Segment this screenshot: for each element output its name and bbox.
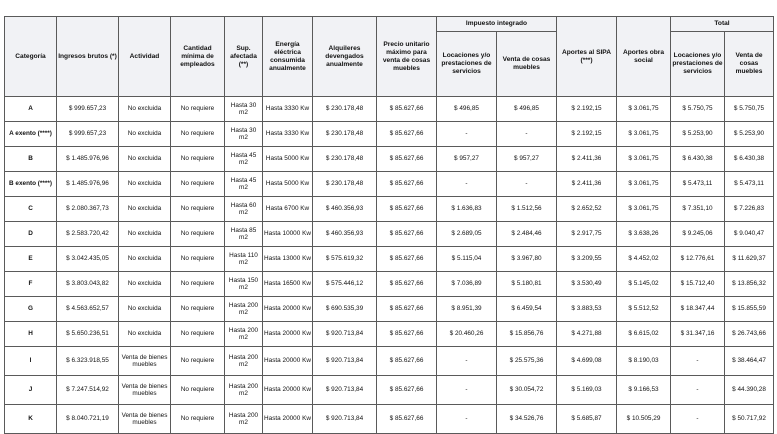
cell-total-venta: $ 11.629,37 [725, 247, 774, 272]
cell-actividad: Venta de bienes muebles [119, 405, 171, 434]
cell-impuesto-venta: - [497, 172, 557, 197]
cell-impuesto-venta: $ 5.180,81 [497, 272, 557, 297]
cell-aportes-sipa: $ 4.699,08 [557, 347, 617, 376]
cell-total-locaciones: $ 5.750,75 [671, 97, 725, 122]
table-row [5, 97, 774, 122]
cell-actividad: No excluida [119, 247, 171, 272]
cell-energia: Hasta 20000 Kw [263, 405, 313, 434]
table-row [5, 147, 774, 172]
cell-empleados: No requiere [171, 97, 225, 122]
cell-precio-unitario: $ 85.627,66 [377, 122, 437, 147]
cell-impuesto-locaciones: $ 496,85 [437, 97, 497, 122]
table-row [5, 322, 774, 347]
cell-aportes-obra-social: $ 8.190,03 [617, 347, 671, 376]
cell-energia: Hasta 20000 Kw [263, 297, 313, 322]
cell-superficie: Hasta 45 m2 [225, 147, 263, 172]
cell-alquileres: $ 230.178,48 [313, 147, 377, 172]
cell-precio-unitario: $ 85.627,66 [377, 297, 437, 322]
cell-impuesto-venta: $ 6.459,54 [497, 297, 557, 322]
cell-alquileres: $ 920.713,84 [313, 322, 377, 347]
cell-ingresos: $ 2.080.367,73 [57, 197, 119, 222]
header-total: Total [671, 17, 774, 32]
header-superficie: Sup. afectada (**) [225, 17, 263, 97]
cell-aportes-obra-social: $ 3.061,75 [617, 147, 671, 172]
cell-precio-unitario: $ 85.627,66 [377, 97, 437, 122]
cell-ingresos: $ 999.657,23 [57, 122, 119, 147]
cell-impuesto-locaciones: - [437, 122, 497, 147]
cell-superficie: Hasta 200 m2 [225, 376, 263, 405]
cell-aportes-obra-social: $ 4.452,02 [617, 247, 671, 272]
table-row [5, 376, 774, 405]
cell-energia: Hasta 5000 Kw [263, 172, 313, 197]
cell-actividad: No excluida [119, 272, 171, 297]
cell-impuesto-locaciones: - [437, 172, 497, 197]
cell-precio-unitario: $ 85.627,66 [377, 197, 437, 222]
cell-superficie: Hasta 200 m2 [225, 297, 263, 322]
monotributo-categories-table [4, 16, 774, 434]
cell-empleados: No requiere [171, 247, 225, 272]
cell-total-venta: $ 5.750,75 [725, 97, 774, 122]
cell-ingresos: $ 1.485.976,96 [57, 172, 119, 197]
cell-precio-unitario: $ 85.627,66 [377, 222, 437, 247]
cell-alquileres: $ 920.713,84 [313, 376, 377, 405]
cell-actividad: No excluida [119, 197, 171, 222]
cell-superficie: Hasta 85 m2 [225, 222, 263, 247]
header-energia: Energía eléctrica consumida anualmente [263, 17, 313, 97]
cell-aportes-sipa: $ 2.917,75 [557, 222, 617, 247]
cell-actividad: Venta de bienes muebles [119, 347, 171, 376]
cell-impuesto-locaciones: $ 7.036,89 [437, 272, 497, 297]
cell-empleados: No requiere [171, 222, 225, 247]
cell-aportes-obra-social: $ 6.615,02 [617, 322, 671, 347]
cell-alquileres: $ 230.178,48 [313, 172, 377, 197]
cell-impuesto-locaciones: $ 2.689,05 [437, 222, 497, 247]
cell-total-venta: $ 50.717,92 [725, 405, 774, 434]
cell-alquileres: $ 690.535,39 [313, 297, 377, 322]
cell-categoria: B [5, 147, 57, 172]
cell-ingresos: $ 3.803.043,82 [57, 272, 119, 297]
cell-alquileres: $ 460.356,93 [313, 222, 377, 247]
cell-categoria: B exento (****) [5, 172, 57, 197]
cell-empleados: No requiere [171, 172, 225, 197]
cell-precio-unitario: $ 85.627,66 [377, 247, 437, 272]
cell-energia: Hasta 16500 Kw [263, 272, 313, 297]
cell-alquileres: $ 575.619,32 [313, 247, 377, 272]
cell-total-venta: $ 7.226,83 [725, 197, 774, 222]
cell-actividad: No excluida [119, 172, 171, 197]
cell-superficie: Hasta 200 m2 [225, 405, 263, 434]
header-ingresos: Ingresos brutos (*) [57, 17, 119, 97]
cell-aportes-obra-social: $ 5.145,02 [617, 272, 671, 297]
cell-ingresos: $ 6.323.918,55 [57, 347, 119, 376]
header-impuesto-locaciones: Locaciones y/o prestaciones de servicios [437, 32, 497, 97]
cell-impuesto-locaciones: - [437, 376, 497, 405]
cell-total-venta: $ 44.390,28 [725, 376, 774, 405]
cell-actividad: No excluida [119, 97, 171, 122]
cell-superficie: Hasta 200 m2 [225, 347, 263, 376]
cell-aportes-obra-social: $ 3.061,75 [617, 97, 671, 122]
header-total-venta: Venta de cosas muebles [725, 32, 774, 97]
cell-ingresos: $ 2.583.720,42 [57, 222, 119, 247]
table-row [5, 172, 774, 197]
cell-energia: Hasta 20000 Kw [263, 347, 313, 376]
cell-superficie: Hasta 45 m2 [225, 172, 263, 197]
header-actividad: Actividad [119, 17, 171, 97]
cell-ingresos: $ 7.247.514,92 [57, 376, 119, 405]
cell-impuesto-locaciones: $ 8.951,39 [437, 297, 497, 322]
cell-aportes-sipa: $ 4.271,88 [557, 322, 617, 347]
cell-total-locaciones: $ 7.351,10 [671, 197, 725, 222]
cell-impuesto-venta: $ 496,85 [497, 97, 557, 122]
cell-ingresos: $ 3.042.435,05 [57, 247, 119, 272]
cell-aportes-sipa: $ 2.192,15 [557, 97, 617, 122]
cell-alquileres: $ 920.713,84 [313, 405, 377, 434]
cell-aportes-sipa: $ 5.169,03 [557, 376, 617, 405]
cell-total-locaciones: - [671, 347, 725, 376]
table-row [5, 405, 774, 434]
cell-precio-unitario: $ 85.627,66 [377, 172, 437, 197]
cell-energia: Hasta 3330 Kw [263, 97, 313, 122]
header-empleados: Cantidad mínima de empleados [171, 17, 225, 97]
cell-alquileres: $ 230.178,48 [313, 97, 377, 122]
cell-total-venta: $ 38.464,47 [725, 347, 774, 376]
cell-empleados: No requiere [171, 347, 225, 376]
cell-aportes-obra-social: $ 5.512,52 [617, 297, 671, 322]
cell-categoria: A exento (****) [5, 122, 57, 147]
cell-aportes-sipa: $ 2.411,36 [557, 172, 617, 197]
cell-total-venta: $ 5.253,90 [725, 122, 774, 147]
cell-superficie: Hasta 150 m2 [225, 272, 263, 297]
cell-alquileres: $ 575.446,12 [313, 272, 377, 297]
cell-superficie: Hasta 200 m2 [225, 322, 263, 347]
header-precio-unitario: Precio unitario máximo para venta de cosas muebles [377, 17, 437, 97]
cell-precio-unitario: $ 85.627,66 [377, 376, 437, 405]
cell-actividad: Venta de bienes muebles [119, 376, 171, 405]
cell-total-venta: $ 5.473,11 [725, 172, 774, 197]
cell-precio-unitario: $ 85.627,66 [377, 405, 437, 434]
cell-ingresos: $ 5.650.236,51 [57, 322, 119, 347]
cell-impuesto-locaciones: - [437, 405, 497, 434]
cell-impuesto-locaciones: - [437, 347, 497, 376]
cell-ingresos: $ 999.657,23 [57, 97, 119, 122]
cell-categoria: I [5, 347, 57, 376]
cell-energia: Hasta 20000 Kw [263, 376, 313, 405]
cell-total-locaciones: $ 6.430,38 [671, 147, 725, 172]
cell-total-locaciones: - [671, 405, 725, 434]
cell-total-locaciones: $ 5.253,90 [671, 122, 725, 147]
cell-empleados: No requiere [171, 297, 225, 322]
cell-empleados: No requiere [171, 405, 225, 434]
cell-energia: Hasta 3330 Kw [263, 122, 313, 147]
cell-aportes-sipa: $ 3.209,55 [557, 247, 617, 272]
cell-total-locaciones: $ 18.347,44 [671, 297, 725, 322]
cell-impuesto-venta: $ 1.512,56 [497, 197, 557, 222]
cell-superficie: Hasta 60 m2 [225, 197, 263, 222]
cell-aportes-sipa: $ 3.530,49 [557, 272, 617, 297]
header-impuesto-venta: Venta de cosas muebles [497, 32, 557, 97]
header-aportes-sipa: Aportes al SIPA (***) [557, 17, 617, 97]
cell-impuesto-venta: - [497, 122, 557, 147]
cell-superficie: Hasta 30 m2 [225, 97, 263, 122]
cell-empleados: No requiere [171, 197, 225, 222]
cell-aportes-obra-social: $ 3.061,75 [617, 172, 671, 197]
cell-empleados: No requiere [171, 272, 225, 297]
cell-total-locaciones: $ 31.347,16 [671, 322, 725, 347]
cell-ingresos: $ 1.485.976,96 [57, 147, 119, 172]
cell-total-locaciones: $ 12.776,61 [671, 247, 725, 272]
cell-actividad: No excluida [119, 122, 171, 147]
cell-aportes-sipa: $ 2.192,15 [557, 122, 617, 147]
cell-precio-unitario: $ 85.627,66 [377, 322, 437, 347]
cell-categoria: K [5, 405, 57, 434]
table-row [5, 247, 774, 272]
cell-total-venta: $ 26.743,66 [725, 322, 774, 347]
cell-actividad: No excluida [119, 322, 171, 347]
cell-categoria: E [5, 247, 57, 272]
cell-empleados: No requiere [171, 147, 225, 172]
cell-aportes-obra-social: $ 9.166,53 [617, 376, 671, 405]
cell-categoria: J [5, 376, 57, 405]
cell-alquileres: $ 460.356,93 [313, 197, 377, 222]
cell-aportes-obra-social: $ 10.505,29 [617, 405, 671, 434]
cell-precio-unitario: $ 85.627,66 [377, 272, 437, 297]
cell-impuesto-venta: $ 3.967,80 [497, 247, 557, 272]
header-categoria: Categoría [5, 17, 57, 97]
cell-energia: Hasta 20000 Kw [263, 322, 313, 347]
cell-total-locaciones: $ 9.245,06 [671, 222, 725, 247]
cell-categoria: C [5, 197, 57, 222]
cell-total-venta: $ 13.856,32 [725, 272, 774, 297]
table-body [5, 97, 774, 434]
cell-empleados: No requiere [171, 322, 225, 347]
cell-total-locaciones: $ 15.712,40 [671, 272, 725, 297]
header-impuesto-integrado: Impuesto integrado [437, 17, 557, 32]
cell-aportes-sipa: $ 2.652,52 [557, 197, 617, 222]
table-row [5, 222, 774, 247]
cell-ingresos: $ 8.040.721,19 [57, 405, 119, 434]
header-aportes-obra-social: Aportes obra social [617, 17, 671, 97]
cell-energia: Hasta 10000 Kw [263, 222, 313, 247]
cell-total-locaciones: $ 5.473,11 [671, 172, 725, 197]
cell-categoria: D [5, 222, 57, 247]
cell-impuesto-venta: $ 2.484,46 [497, 222, 557, 247]
cell-impuesto-locaciones: $ 5.115,04 [437, 247, 497, 272]
table-row [5, 272, 774, 297]
cell-alquileres: $ 920.713,84 [313, 347, 377, 376]
cell-actividad: No excluida [119, 222, 171, 247]
cell-impuesto-venta: $ 957,27 [497, 147, 557, 172]
cell-aportes-obra-social: $ 3.061,75 [617, 197, 671, 222]
cell-empleados: No requiere [171, 122, 225, 147]
cell-total-venta: $ 6.430,38 [725, 147, 774, 172]
cell-categoria: G [5, 297, 57, 322]
cell-impuesto-venta: $ 30.054,72 [497, 376, 557, 405]
cell-precio-unitario: $ 85.627,66 [377, 147, 437, 172]
cell-impuesto-locaciones: $ 1.636,83 [437, 197, 497, 222]
header-alquileres: Alquileres devengados anualmente [313, 17, 377, 97]
cell-actividad: No excluida [119, 297, 171, 322]
cell-superficie: Hasta 110 m2 [225, 247, 263, 272]
table-row [5, 122, 774, 147]
cell-energia: Hasta 6700 Kw [263, 197, 313, 222]
cell-impuesto-locaciones: $ 957,27 [437, 147, 497, 172]
cell-categoria: F [5, 272, 57, 297]
cell-actividad: No excluida [119, 147, 171, 172]
cell-energia: Hasta 5000 Kw [263, 147, 313, 172]
cell-aportes-sipa: $ 2.411,36 [557, 147, 617, 172]
cell-precio-unitario: $ 85.627,66 [377, 347, 437, 376]
table-header [5, 17, 774, 97]
table-row [5, 297, 774, 322]
cell-ingresos: $ 4.563.652,57 [57, 297, 119, 322]
cell-alquileres: $ 230.178,48 [313, 122, 377, 147]
cell-energia: Hasta 13000 Kw [263, 247, 313, 272]
cell-aportes-sipa: $ 3.883,53 [557, 297, 617, 322]
cell-total-locaciones: - [671, 376, 725, 405]
cell-empleados: No requiere [171, 376, 225, 405]
table-row [5, 197, 774, 222]
cell-impuesto-locaciones: $ 20.460,26 [437, 322, 497, 347]
cell-impuesto-venta: $ 25.575,36 [497, 347, 557, 376]
cell-total-venta: $ 9.040,47 [725, 222, 774, 247]
cell-aportes-sipa: $ 5.685,87 [557, 405, 617, 434]
header-total-locaciones: Locaciones y/o prestaciones de servicios [671, 32, 725, 97]
cell-superficie: Hasta 30 m2 [225, 122, 263, 147]
cell-total-venta: $ 15.855,59 [725, 297, 774, 322]
cell-aportes-obra-social: $ 3.061,75 [617, 122, 671, 147]
cell-aportes-obra-social: $ 3.638,26 [617, 222, 671, 247]
cell-categoria: H [5, 322, 57, 347]
cell-categoria: A [5, 97, 57, 122]
cell-impuesto-venta: $ 34.526,76 [497, 405, 557, 434]
table-row [5, 347, 774, 376]
cell-impuesto-venta: $ 15.856,76 [497, 322, 557, 347]
